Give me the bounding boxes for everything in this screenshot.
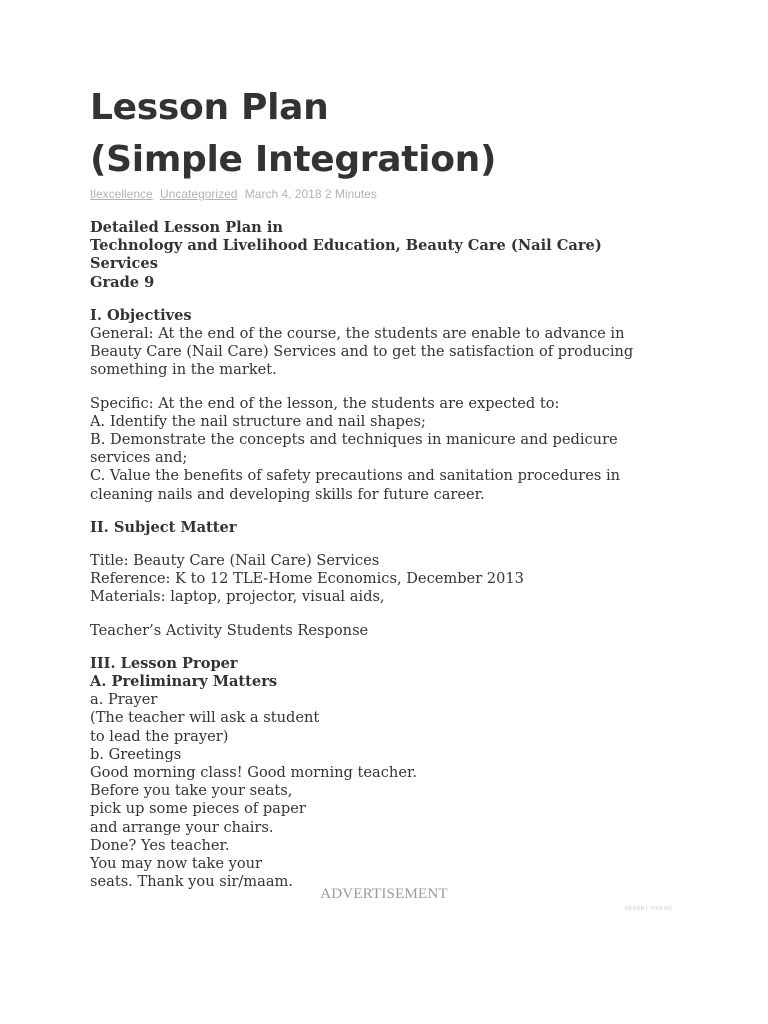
post-date: March 4, 2018 bbox=[244, 187, 322, 201]
specific-line: C. Value the benefits of safety precautions and sanitation procedures in bbox=[90, 467, 621, 485]
specific-line: Specific: At the end of the lesson, the students are expected to: bbox=[90, 394, 560, 412]
header-line: Detailed Lesson Plan in bbox=[90, 219, 284, 236]
prelim-line: to lead the prayer) bbox=[90, 727, 229, 745]
header-line: Technology and Livelihood Education, Beauty Care (Nail Care) bbox=[90, 237, 602, 255]
general-line: Beauty Care (Nail Care) Services and to get the satisfaction of producing bbox=[90, 343, 634, 361]
prelim-line: pick up some pieces of paper bbox=[90, 800, 306, 818]
title-line-1: Lesson Plan bbox=[90, 87, 329, 128]
category-link[interactable]: Uncategorized bbox=[160, 187, 238, 201]
article-body bbox=[90, 219, 700, 892]
subject-heading: II. Subject Matter bbox=[90, 518, 237, 536]
article bbox=[90, 82, 700, 892]
specific-line: services and; bbox=[90, 449, 188, 467]
prelim-line: and arrange your chairs. bbox=[90, 818, 274, 836]
report-ad-link[interactable]: REPORT THIS AD bbox=[625, 906, 673, 912]
subject-line: Reference: K to 12 TLE-Home Economics, December 2013 bbox=[90, 570, 524, 588]
page-title bbox=[90, 82, 700, 186]
prelim-line: b. Greetings bbox=[90, 745, 182, 763]
activity-line: Teacher’s Activity Students Response bbox=[90, 621, 369, 639]
title-line-2: (Simple Integration) bbox=[90, 139, 497, 180]
read-time: 2 Minutes bbox=[324, 187, 377, 201]
header-line: Grade 9 bbox=[90, 273, 155, 291]
advertisement-label: ADVERTISEMENT bbox=[320, 886, 448, 902]
author-link[interactable]: tlexcellence bbox=[90, 187, 153, 201]
post-meta bbox=[90, 186, 700, 202]
objectives-heading: I. Objectives bbox=[90, 306, 192, 324]
specific-line: A. Identify the nail structure and nail shapes; bbox=[90, 412, 426, 430]
specific-line: cleaning nails and developing skills for future career. bbox=[90, 485, 485, 503]
prelim-heading: A. Preliminary Matters bbox=[90, 673, 278, 691]
header-line: Services bbox=[90, 255, 158, 273]
subject-line: Title: Beauty Care (Nail Care) Services bbox=[90, 552, 380, 570]
prelim-line: Done? Yes teacher. bbox=[90, 836, 230, 854]
general-line: General: At the end of the course, the students are enable to advance in bbox=[90, 325, 625, 343]
specific-line: B. Demonstrate the concepts and techniques in manicure and pedicure bbox=[90, 431, 618, 449]
prelim-line: a. Prayer bbox=[90, 691, 158, 709]
prelim-line: You may now take your bbox=[90, 855, 263, 873]
prelim-line: (The teacher will ask a student bbox=[90, 709, 320, 727]
general-line: something in the market. bbox=[90, 361, 277, 379]
plan-header bbox=[90, 219, 700, 292]
prelim-line: seats. Thank you sir/maam. bbox=[90, 873, 294, 891]
subject-line: Materials: laptop, projector, visual aids, bbox=[90, 588, 385, 606]
prelim-line: Before you take your seats, bbox=[90, 782, 293, 800]
prelim-line: Good morning class! Good morning teacher. bbox=[90, 764, 417, 782]
lesson-heading: III. Lesson Proper bbox=[90, 654, 238, 672]
